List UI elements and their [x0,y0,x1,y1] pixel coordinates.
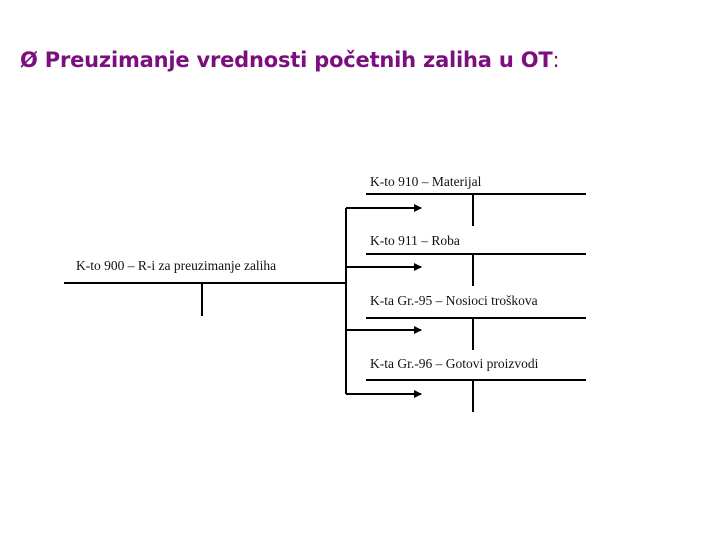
t-account-gr95 [366,318,586,350]
account-900-label: K-to 900 – R-i za preuzimanje zaliha [76,258,277,273]
account-gr95-label: K-ta Gr.-95 – Nosioci troškova [370,293,538,308]
t-account-911 [366,254,586,286]
title-text: Preuzimanje vrednosti početnih zaliha u OT [44,48,553,72]
title-colon: : [552,48,560,72]
account-911-label: K-to 911 – Roba [370,233,460,248]
bullet-arrow-icon: Ø [20,48,38,72]
connector-lines [328,208,346,394]
t-account-910 [366,194,586,226]
t-account-900 [64,283,328,316]
t-account-gr96 [366,380,586,412]
account-gr96-label: K-ta Gr.-96 – Gotovi proizvodi [370,356,539,371]
account-910-label: K-to 910 – Materijal [370,174,482,189]
